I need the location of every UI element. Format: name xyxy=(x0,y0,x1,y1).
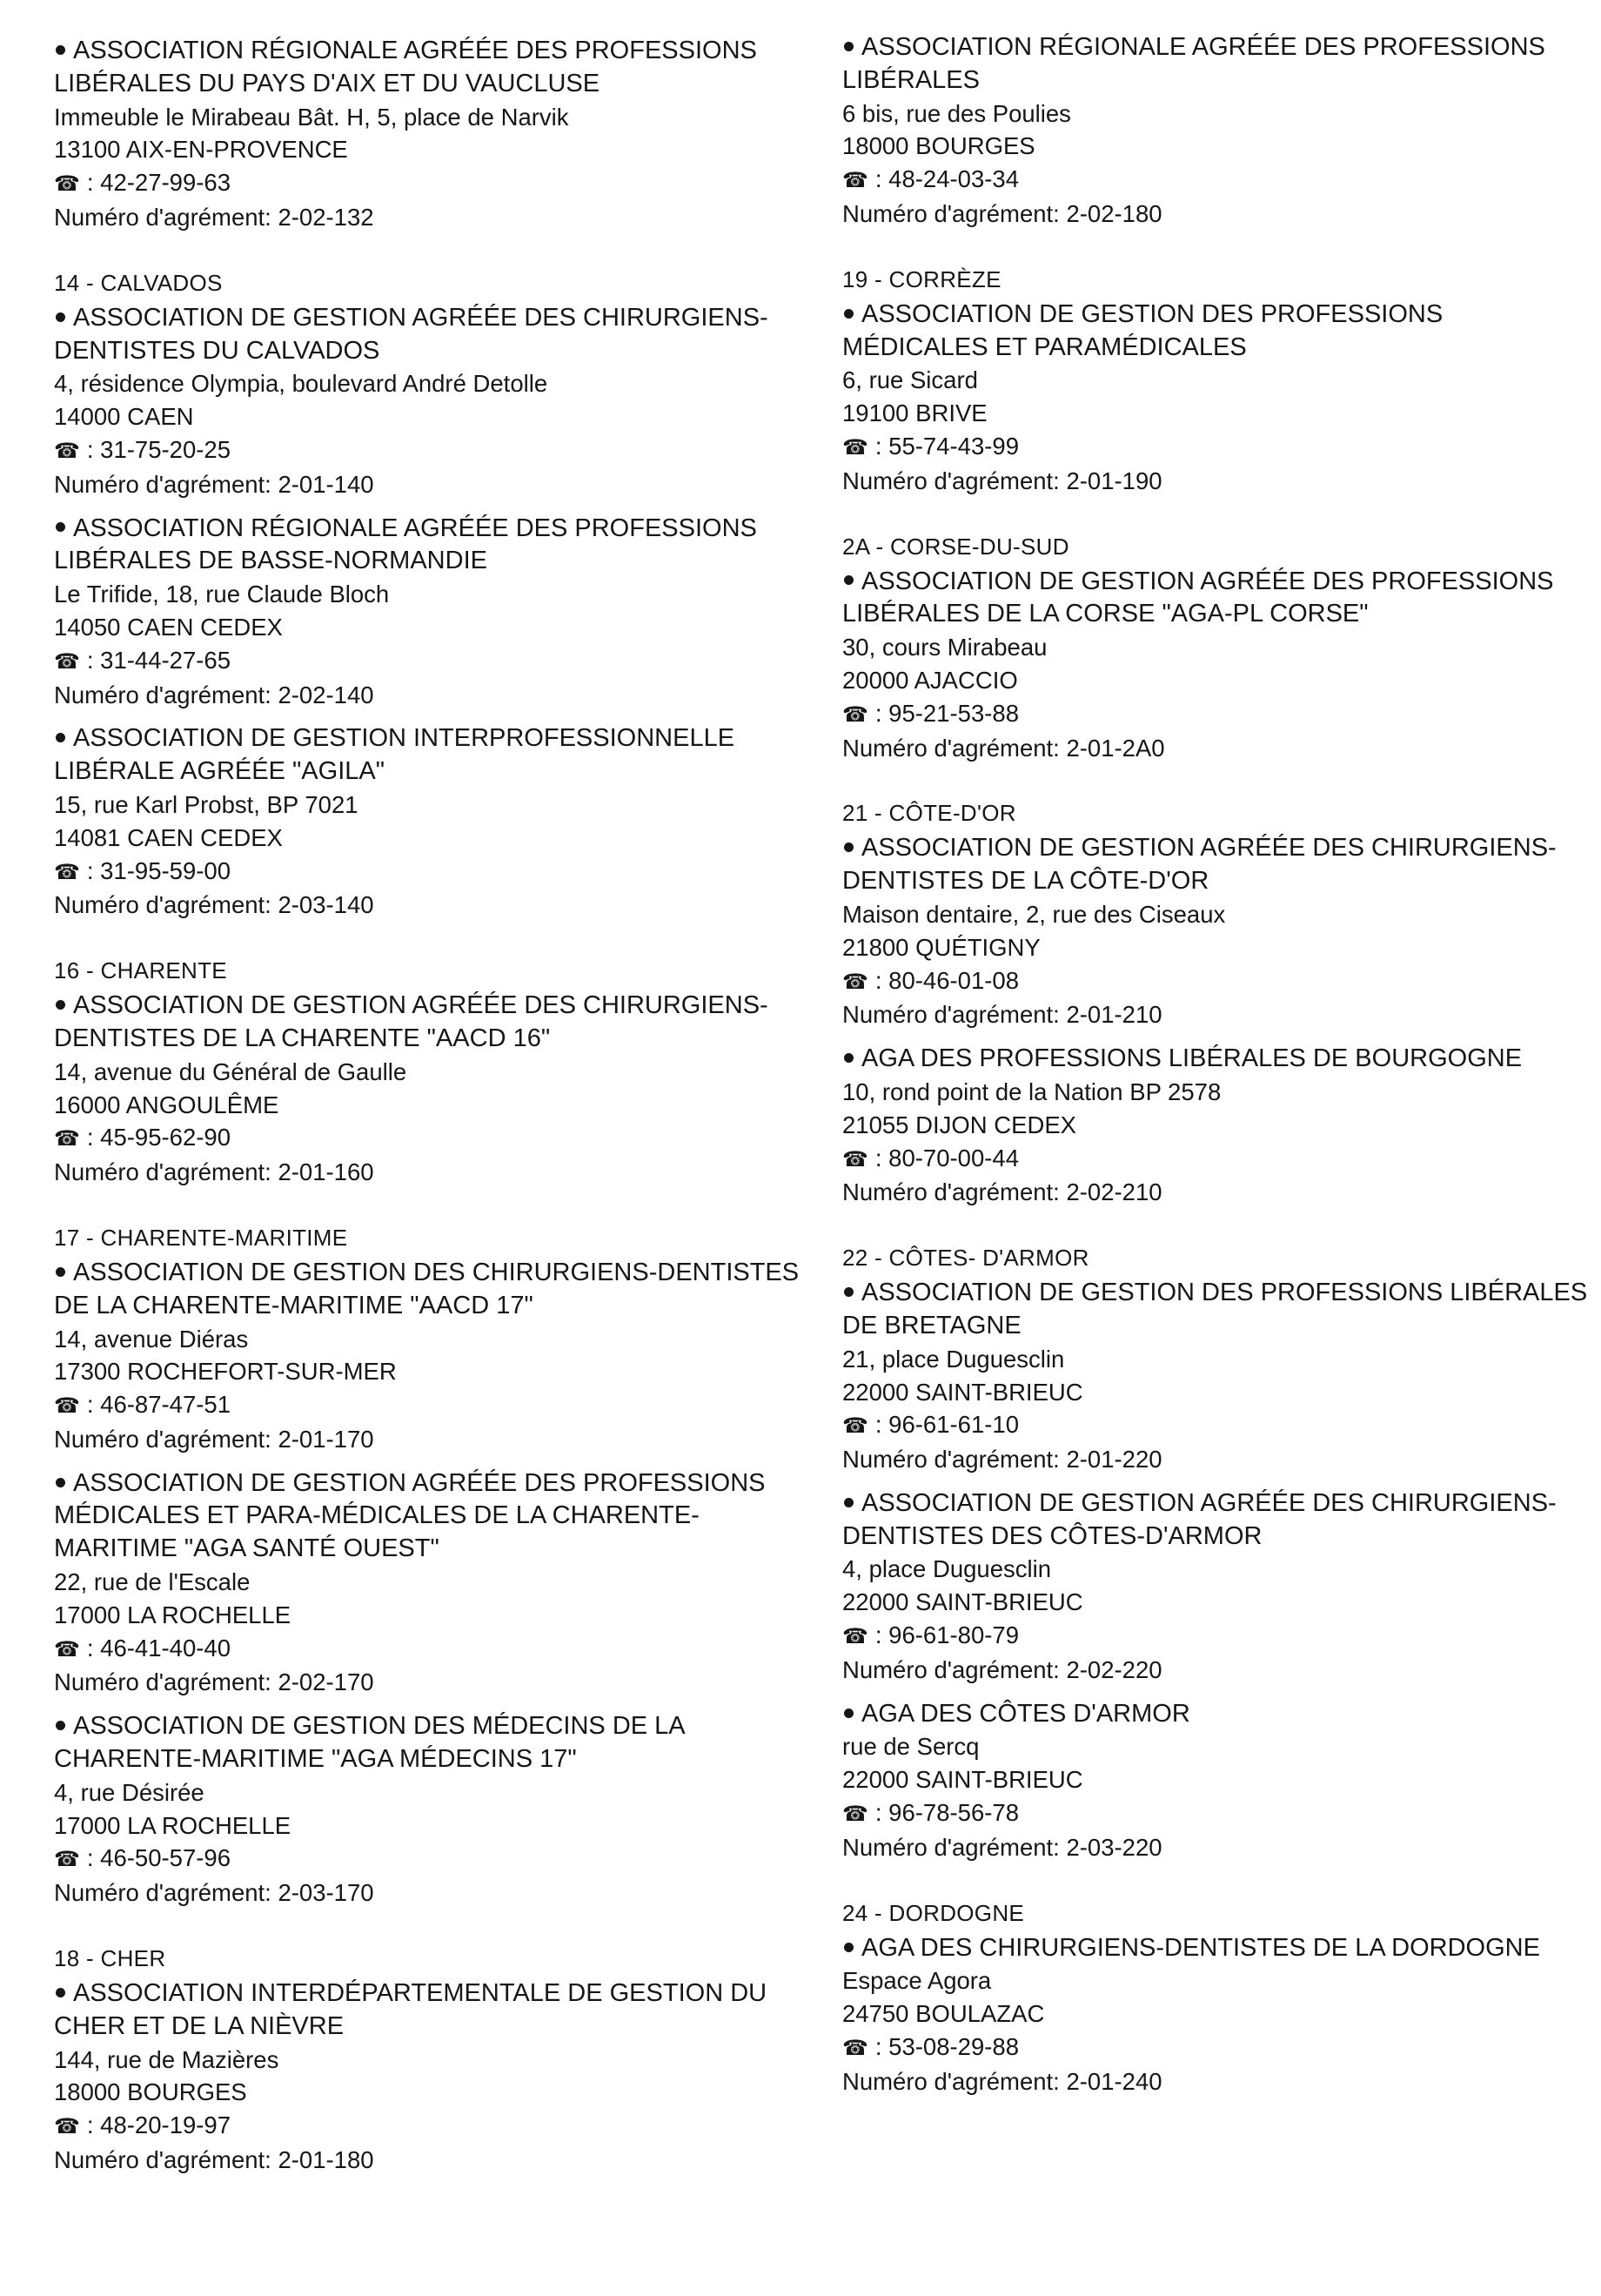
association-entry xyxy=(54,302,820,501)
telephone-icon: ☎ xyxy=(54,2115,80,2139)
postal-city: 24750 BOULAZAC xyxy=(842,2000,1045,2028)
street-address: 30, cours Mirabeau xyxy=(842,634,1048,661)
phone-row xyxy=(54,433,820,468)
street-address: 21, place Duguesclin xyxy=(842,1345,1065,1373)
street-address: 6 bis, rue des Poulies xyxy=(842,99,1071,127)
telephone-icon: ☎ xyxy=(842,2037,868,2061)
association-name-row xyxy=(54,1977,820,2044)
street-address: 4, place Duguesclin xyxy=(842,1555,1052,1583)
telephone-icon: ☎ xyxy=(54,860,80,884)
bullet-icon xyxy=(844,309,854,319)
association-entry xyxy=(842,1932,1591,2098)
approval-number: Numéro d'agrément: 2-02-132 xyxy=(54,203,374,231)
phone-number: : 42-27-99-63 xyxy=(86,169,231,197)
phone-number: : 96-61-61-10 xyxy=(874,1411,1020,1439)
phone-row xyxy=(842,2031,1591,2065)
association-name-row xyxy=(842,1932,1591,1965)
approval-number: Numéro d'agrément: 2-02-170 xyxy=(54,1668,374,1696)
association-name: ASSOCIATION DE GESTION DES PROFESSIONS MÉDICALES ET PARAMÉDICALES xyxy=(842,299,1444,361)
street-address: 10, rond point de la Nation BP 2578 xyxy=(842,1078,1222,1105)
postal-city: 17000 LA ROCHELLE xyxy=(54,1811,291,1839)
approval-number: Numéro d'agrément: 2-01-170 xyxy=(54,1425,374,1453)
approval-number: Numéro d'agrément: 2-02-140 xyxy=(54,681,374,708)
telephone-icon: ☎ xyxy=(54,439,80,463)
bullet-icon xyxy=(56,1000,65,1010)
street-address: Immeuble le Mirabeau Bât. H, 5, place de Narvik xyxy=(54,103,569,131)
postal-city: 14000 CAEN xyxy=(54,403,194,431)
phone-row xyxy=(54,2109,820,2144)
telephone-icon: ☎ xyxy=(842,1625,868,1649)
department-heading: 22 - CÔTES- D'ARMOR xyxy=(842,1245,1089,1272)
bullet-icon xyxy=(844,1053,854,1063)
telephone-icon: ☎ xyxy=(842,702,868,727)
association-name-row xyxy=(54,1710,820,1776)
association-entry xyxy=(842,1487,1591,1687)
telephone-icon: ☎ xyxy=(842,1147,868,1171)
phone-number: : 96-61-80-79 xyxy=(874,1621,1020,1649)
telephone-icon: ☎ xyxy=(54,649,80,674)
approval-number: Numéro d'agrément: 2-03-140 xyxy=(54,891,374,919)
bullet-icon xyxy=(56,312,65,322)
approval-number: Numéro d'agrément: 2-01-2A0 xyxy=(842,734,1165,762)
postal-city: 22000 SAINT-BRIEUC xyxy=(842,1766,1083,1794)
phone-number: : 31-75-20-25 xyxy=(86,435,231,463)
phone-row xyxy=(842,964,1591,999)
bullet-icon xyxy=(56,1721,65,1730)
association-name-row xyxy=(54,1257,820,1323)
department-section xyxy=(842,264,1591,498)
phone-number: : 80-70-00-44 xyxy=(874,1144,1020,1171)
department-section xyxy=(842,531,1591,765)
telephone-icon: ☎ xyxy=(842,435,868,460)
bullet-icon xyxy=(56,45,65,55)
postal-city: 18000 BOURGES xyxy=(842,132,1035,160)
department-section xyxy=(54,1222,820,1910)
association-name-row xyxy=(842,1043,1591,1076)
association-entry xyxy=(54,35,820,234)
phone-row xyxy=(54,1121,820,1156)
bullet-icon xyxy=(844,1709,854,1718)
department-section xyxy=(842,1897,1591,2098)
phone-number: : 53-08-29-88 xyxy=(874,2033,1020,2061)
association-name-row xyxy=(842,299,1591,365)
department-section xyxy=(842,31,1591,231)
street-address: 4, résidence Olympia, boulevard André Detolle xyxy=(54,370,548,398)
phone-number: : 55-74-43-99 xyxy=(874,432,1020,460)
bullet-icon xyxy=(844,843,854,852)
approval-number: Numéro d'agrément: 2-02-180 xyxy=(842,199,1162,227)
phone-row xyxy=(54,166,820,201)
right-column xyxy=(842,31,1591,2110)
phone-row xyxy=(842,697,1591,732)
phone-row xyxy=(54,1388,820,1423)
street-address: rue de Sercq xyxy=(842,1733,980,1761)
department-section xyxy=(54,1943,820,2177)
telephone-icon: ☎ xyxy=(54,1848,80,1872)
association-name: AGA DES PROFESSIONS LIBÉRALES DE BOURGOGNE xyxy=(861,1044,1523,1073)
association-name: ASSOCIATION DE GESTION AGRÉÉE DES PROFESSIONS MÉDICALES ET PARA-MÉDICALES DE LA CHARENTE-MARITIME "AGA SANTÉ OUEST" xyxy=(54,1468,766,1563)
street-address: Espace Agora xyxy=(842,1967,992,1995)
phone-row xyxy=(54,644,820,679)
association-name-row xyxy=(54,35,820,101)
department-heading: 24 - DORDOGNE xyxy=(842,1899,1025,1926)
phone-row xyxy=(842,1408,1591,1443)
street-address: 15, rue Karl Probst, BP 7021 xyxy=(54,790,358,818)
approval-number: Numéro d'agrément: 2-01-180 xyxy=(54,2146,374,2174)
association-entry xyxy=(842,31,1591,231)
bullet-icon xyxy=(844,1498,854,1507)
phone-row xyxy=(842,1619,1591,1654)
approval-number: Numéro d'agrément: 2-01-140 xyxy=(54,470,374,498)
street-address: Le Trifide, 18, rue Claude Bloch xyxy=(54,581,390,608)
association-name-row xyxy=(54,302,820,368)
telephone-icon: ☎ xyxy=(54,1637,80,1662)
phone-row xyxy=(54,1632,820,1667)
bullet-icon xyxy=(844,42,854,51)
postal-city: 19100 BRIVE xyxy=(842,399,988,427)
association-name: ASSOCIATION DE GESTION AGRÉÉE DES PROFESSIONS LIBÉRALES DE LA CORSE "AGA-PL CORSE" xyxy=(842,567,1554,628)
approval-number: Numéro d'agrément: 2-03-170 xyxy=(54,1879,374,1907)
association-entry xyxy=(54,722,820,922)
department-heading: 19 - CORRÈZE xyxy=(842,265,1001,292)
association-entry xyxy=(842,832,1591,1031)
association-name-row xyxy=(842,1277,1591,1343)
association-name: ASSOCIATION DE GESTION AGRÉÉE DES CHIRURGIENS-DENTISTES DE LA CÔTE-D'OR xyxy=(842,834,1557,896)
phone-number: : 46-41-40-40 xyxy=(86,1634,231,1662)
association-name: ASSOCIATION DE GESTION AGRÉÉE DES CHIRURGIENS-DENTISTES DU CALVADOS xyxy=(54,303,768,365)
phone-number: : 96-78-56-78 xyxy=(874,1799,1020,1827)
approval-number: Numéro d'agrément: 2-01-240 xyxy=(842,2067,1162,2095)
association-name: ASSOCIATION RÉGIONALE AGRÉÉE DES PROFESSIONS LIBÉRALES DU PAYS D'AIX ET DU VAUCLUSE xyxy=(54,37,757,97)
association-name: ASSOCIATION DE GESTION AGRÉÉE DES CHIRURGIENS-DENTISTES DES CÔTES-D'ARMOR xyxy=(842,1488,1557,1550)
left-column xyxy=(54,35,820,2188)
association-entry xyxy=(54,1977,820,2177)
phone-row xyxy=(842,163,1591,198)
association-name: ASSOCIATION INTERDÉPARTEMENTALE DE GESTION DU CHER ET DE LA NIÈVRE xyxy=(54,1979,767,2040)
phone-row xyxy=(842,1142,1591,1177)
bullet-icon xyxy=(56,1267,65,1277)
department-heading: 14 - CALVADOS xyxy=(54,269,223,296)
association-entry xyxy=(842,1698,1591,1864)
street-address: 6, rue Sicard xyxy=(842,366,978,394)
association-name: ASSOCIATION RÉGIONALE AGRÉÉE DES PROFESSIONS LIBÉRALES xyxy=(842,33,1545,94)
phone-number: : 31-44-27-65 xyxy=(86,646,231,674)
phone-number: : 48-20-19-97 xyxy=(86,2111,231,2139)
association-name-row xyxy=(54,513,820,579)
association-name-row xyxy=(842,1487,1591,1554)
association-name-row xyxy=(842,832,1591,898)
association-name-row xyxy=(842,31,1591,97)
telephone-icon: ☎ xyxy=(54,172,80,197)
department-heading: 16 - CHARENTE xyxy=(54,957,227,984)
bullet-icon xyxy=(56,522,65,532)
telephone-icon: ☎ xyxy=(54,1127,80,1151)
association-entry xyxy=(842,299,1591,498)
street-address: Maison dentaire, 2, rue des Ciseaux xyxy=(842,900,1226,928)
bullet-icon xyxy=(844,1943,854,1952)
postal-city: 20000 AJACCIO xyxy=(842,666,1018,694)
postal-city: 14081 CAEN CEDEX xyxy=(54,823,283,851)
phone-number: : 80-46-01-08 xyxy=(874,966,1020,994)
association-entry xyxy=(842,1277,1591,1476)
telephone-icon: ☎ xyxy=(842,970,868,994)
association-name: ASSOCIATION DE GESTION INTERPROFESSIONNELLE LIBÉRALE AGRÉÉE "AGILA" xyxy=(54,724,735,786)
street-address: 22, rue de l'Escale xyxy=(54,1568,251,1596)
association-name-row xyxy=(842,1698,1591,1731)
department-section xyxy=(842,1242,1591,1864)
approval-number: Numéro d'agrément: 2-03-220 xyxy=(842,1833,1162,1861)
bullet-icon xyxy=(56,1478,65,1487)
postal-city: 16000 ANGOULÊME xyxy=(54,1091,279,1118)
street-address: 4, rue Désirée xyxy=(54,1778,204,1806)
phone-row xyxy=(842,430,1591,465)
department-heading: 18 - CHER xyxy=(54,1945,166,1972)
postal-city: 22000 SAINT-BRIEUC xyxy=(842,1378,1083,1406)
association-name: AGA DES CÔTES D'ARMOR xyxy=(861,1699,1190,1728)
phone-row xyxy=(54,855,820,890)
association-entry xyxy=(54,1467,820,1700)
approval-number: Numéro d'agrément: 2-01-210 xyxy=(842,1001,1162,1029)
association-name: ASSOCIATION RÉGIONALE AGRÉÉE DES PROFESSIONS LIBÉRALES DE BASSE-NORMANDIE xyxy=(54,514,757,575)
phone-row xyxy=(54,1842,820,1876)
phone-number: : 45-95-62-90 xyxy=(86,1124,231,1151)
department-section xyxy=(842,797,1591,1209)
department-section xyxy=(54,955,820,1189)
phone-number: : 48-24-03-34 xyxy=(874,165,1020,193)
department-heading: 21 - CÔTE-D'OR xyxy=(842,800,1016,827)
association-name-row xyxy=(54,1467,820,1566)
bullet-icon xyxy=(56,733,65,742)
approval-number: Numéro d'agrément: 2-01-190 xyxy=(842,467,1162,494)
approval-number: Numéro d'agrément: 2-01-220 xyxy=(842,1446,1162,1474)
department-section xyxy=(54,267,820,922)
phone-number: : 46-50-57-96 xyxy=(86,1844,231,1872)
postal-city: 18000 BOURGES xyxy=(54,2078,247,2106)
association-name: AGA DES CHIRURGIENS-DENTISTES DE LA DORDOGNE xyxy=(861,1933,1540,1962)
postal-city: 17300 ROCHEFORT-SUR-MER xyxy=(54,1358,397,1386)
association-entry xyxy=(842,1043,1591,1209)
association-name-row xyxy=(54,722,820,789)
street-address: 14, avenue Diéras xyxy=(54,1325,249,1353)
street-address: 14, avenue du Général de Gaulle xyxy=(54,1057,407,1085)
postal-city: 14050 CAEN CEDEX xyxy=(54,613,283,641)
department-section xyxy=(54,35,820,234)
postal-city: 21055 DIJON CEDEX xyxy=(842,1111,1076,1138)
association-entry xyxy=(54,990,820,1189)
approval-number: Numéro d'agrément: 2-02-220 xyxy=(842,1655,1162,1683)
phone-row xyxy=(842,1796,1591,1831)
association-name: ASSOCIATION DE GESTION DES CHIRURGIENS-DENTISTES DE LA CHARENTE-MARITIME "AACD 17" xyxy=(54,1258,800,1319)
association-name: ASSOCIATION DE GESTION DES MÉDECINS DE LA CHARENTE-MARITIME "AGA MÉDECINS 17" xyxy=(54,1712,685,1774)
approval-number: Numéro d'agrément: 2-01-160 xyxy=(54,1158,374,1186)
postal-city: 13100 AIX-EN-PROVENCE xyxy=(54,136,348,164)
bullet-icon xyxy=(844,1287,854,1297)
association-entry xyxy=(842,566,1591,765)
postal-city: 17000 LA ROCHELLE xyxy=(54,1601,291,1628)
street-address: 144, rue de Mazières xyxy=(54,2045,279,2073)
telephone-icon: ☎ xyxy=(842,169,868,193)
association-entry xyxy=(54,513,820,712)
association-entry xyxy=(54,1710,820,1910)
association-name: ASSOCIATION DE GESTION AGRÉÉE DES CHIRURGIENS-DENTISTES DE LA CHARENTE "AACD 16" xyxy=(54,991,768,1052)
telephone-icon: ☎ xyxy=(54,1394,80,1419)
telephone-icon: ☎ xyxy=(842,1414,868,1439)
phone-number: : 95-21-53-88 xyxy=(874,699,1020,727)
association-name-row xyxy=(54,990,820,1056)
department-heading: 17 - CHARENTE-MARITIME xyxy=(54,1224,348,1251)
postal-city: 22000 SAINT-BRIEUC xyxy=(842,1588,1083,1616)
bullet-icon xyxy=(56,1988,65,1997)
association-entry xyxy=(54,1257,820,1456)
postal-city: 21800 QUÉTIGNY xyxy=(842,933,1041,961)
department-heading: 2A - CORSE-DU-SUD xyxy=(842,533,1069,560)
association-name: ASSOCIATION DE GESTION DES PROFESSIONS LIBÉRALES DE BRETAGNE xyxy=(842,1279,1588,1339)
approval-number: Numéro d'agrément: 2-02-210 xyxy=(842,1178,1162,1206)
bullet-icon xyxy=(844,575,854,585)
phone-number: : 31-95-59-00 xyxy=(86,856,231,884)
association-name-row xyxy=(842,566,1591,632)
phone-number: : 46-87-47-51 xyxy=(86,1391,231,1419)
telephone-icon: ☎ xyxy=(842,1803,868,1827)
